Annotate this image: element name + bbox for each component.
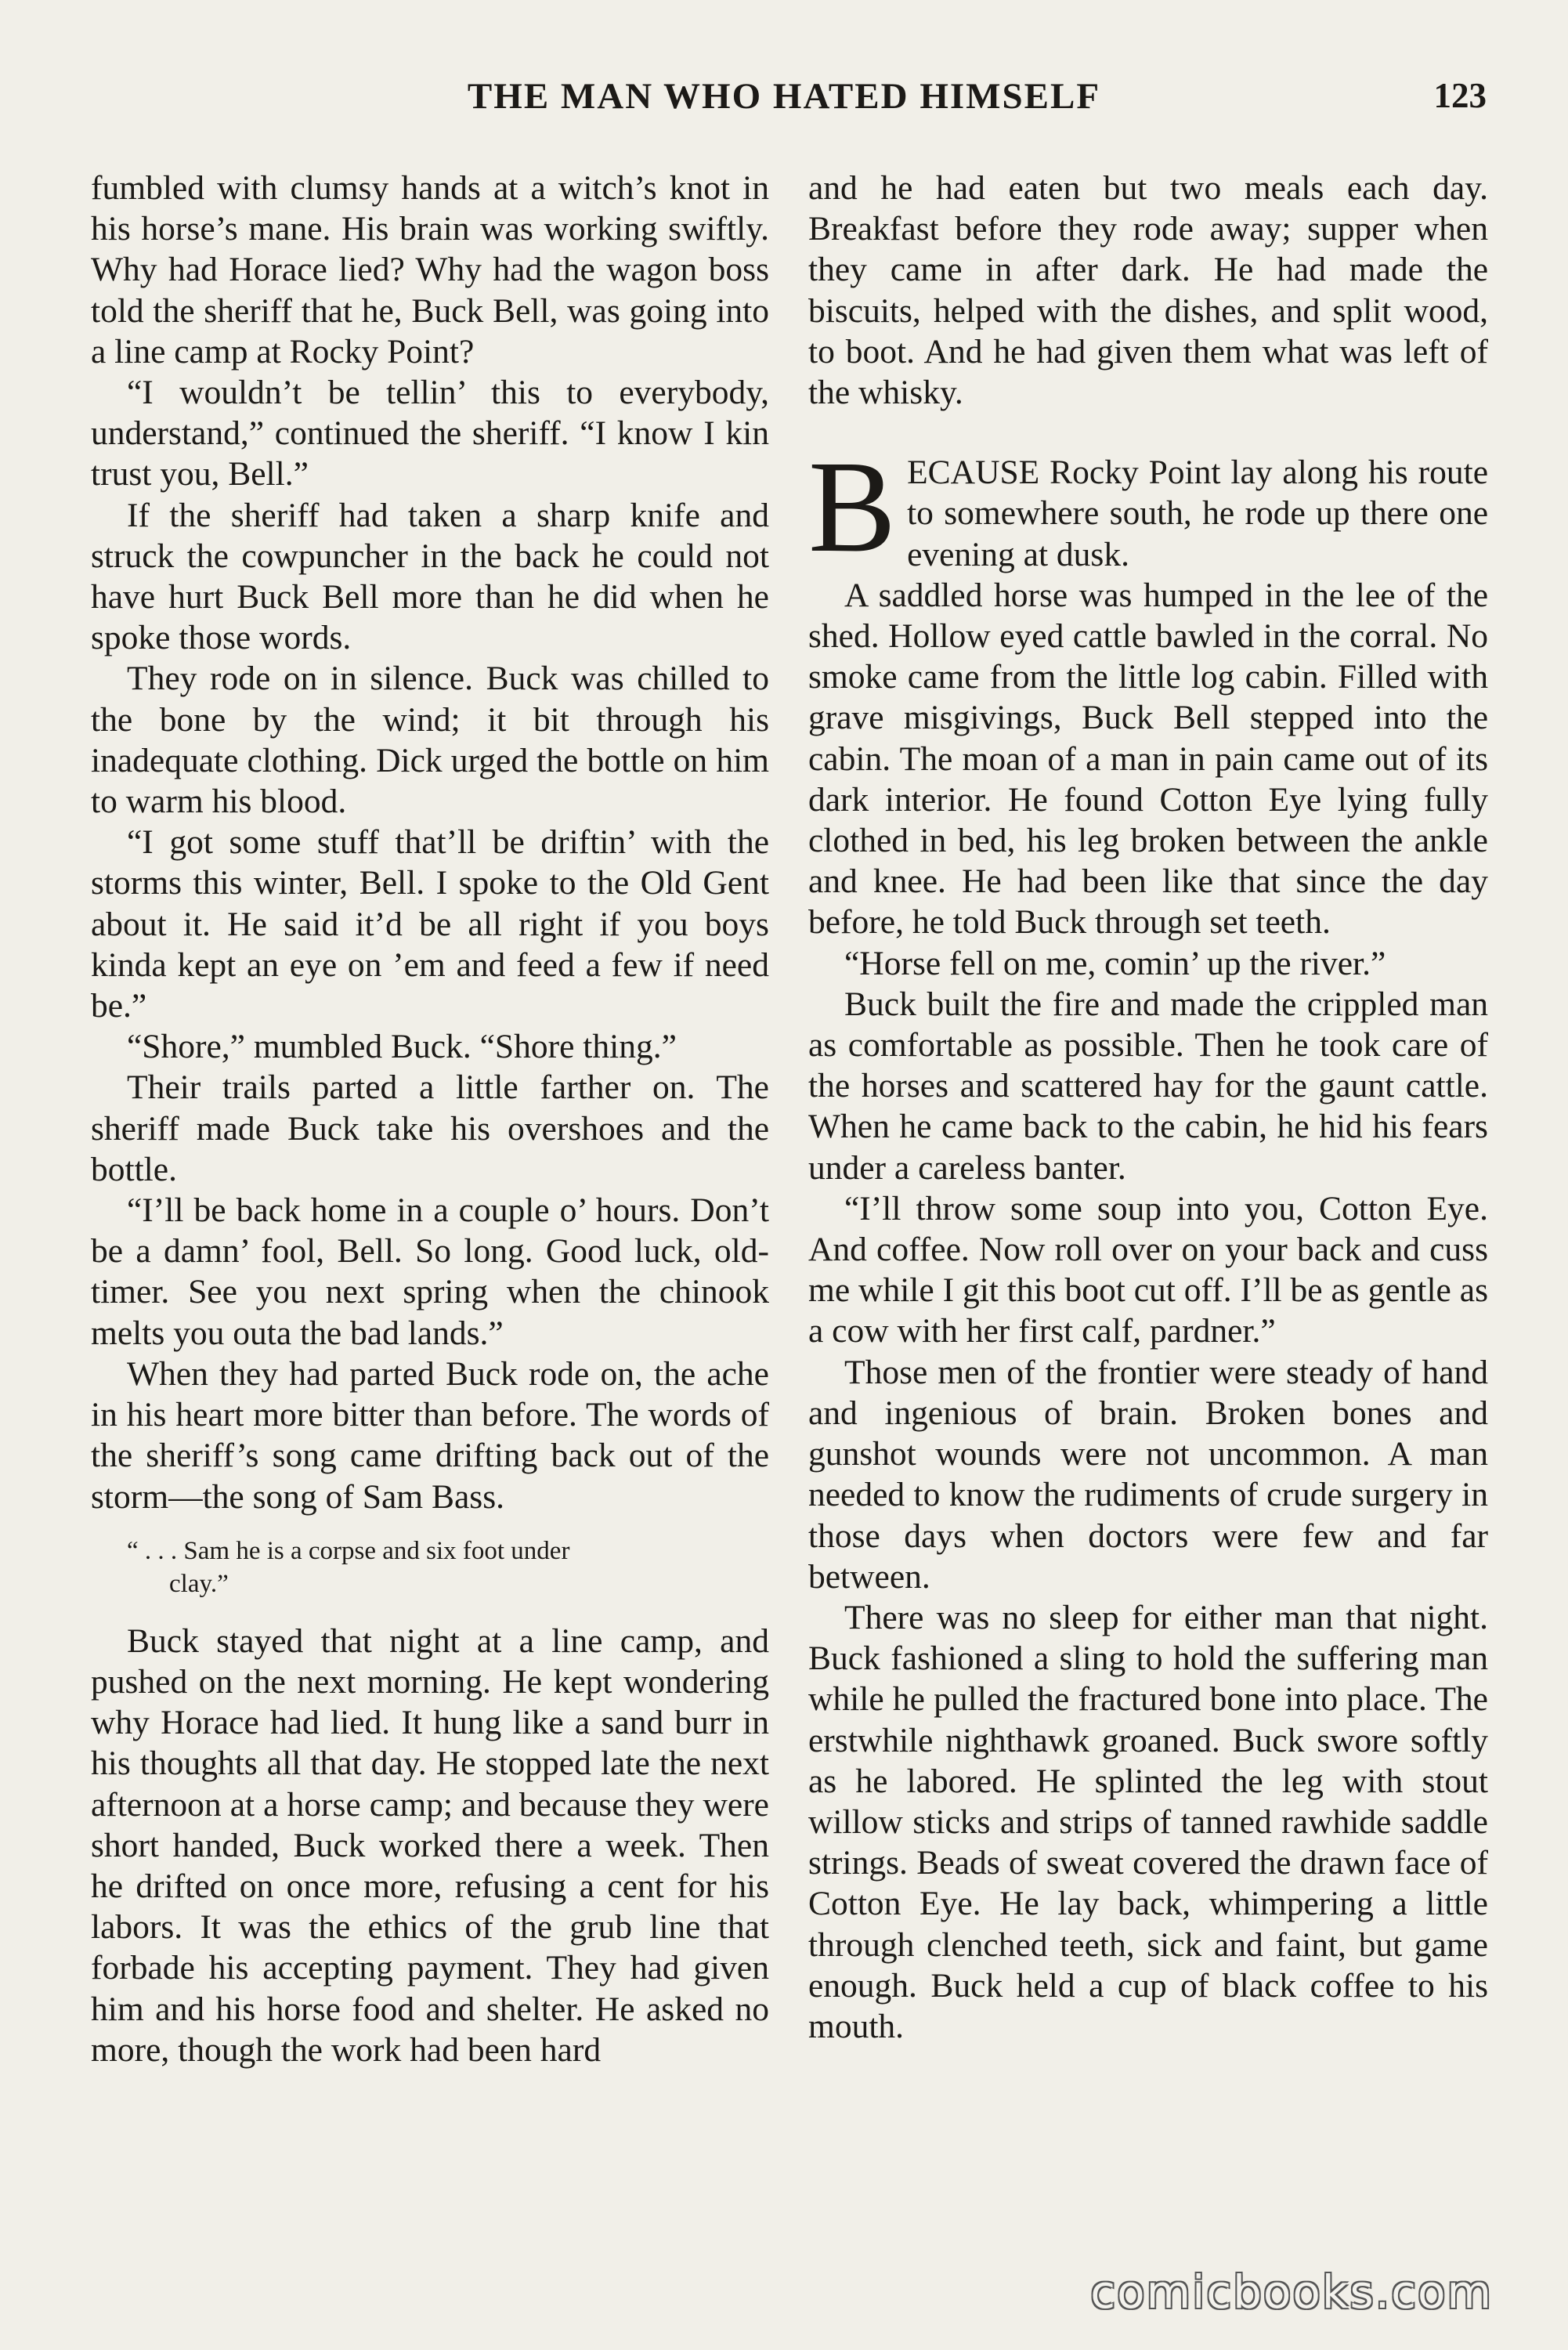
paragraph: Their trails parted a little farther on. The sheriff made Buck take his overshoes and the bottle. — [91, 1068, 769, 1188]
paragraph: A saddled horse was humped in the lee of the shed. Hollow eyed cattle bawled in the corral. No smoke came from the little log cabin. Filled with grave misgivings, Buck Bell stepped into the cabin. The moan of a man in pain came out of its dark interior. He found Cotton Eye lying fully clothed in bed, his leg broken between the ankle and knee. He had been like that since the day before, he told Buck through set teeth. — [808, 576, 1488, 942]
verse-line: “ . . . Sam he is a corpse and six foot under — [127, 1536, 570, 1565]
paragraph: When they had parted Buck rode on, the ache in his heart more bitter than before. The words of the sheriff’s song came drifting back out of the storm—the song of Sam Bass. — [91, 1354, 769, 1516]
page-header — [0, 75, 1568, 130]
song-verse — [91, 1535, 769, 1600]
right-column — [808, 168, 1488, 2047]
paragraph: There was no sleep for either man that night. Buck fashioned a sling to hold the suffering man while he pulled the fractured bone into place. The erstwhile nighthawk groaned. Buck swore softly as he labored. He splinted the leg with stout willow sticks and strips of tanned rawhide saddle strings. Beads of sweat covered the drawn face of Cotton Eye. He lay back, whimpering a little through clenched teeth, sick and faint, but game enough. Buck held a cup of black coffee to his mouth. — [808, 1598, 1488, 2045]
paragraph: Buck stayed that night at a line camp, and pushed on the next morning. He kept wondering why Horace had lied. It hung like a sand burr in his thoughts all that day. He stopped late the next afternoon at a horse camp; and because they were short handed, Buck worked there a week. Then he drifted on once more, refusing a cent for his labors. It was the ethics of the grub line that forbade his accepting payment. They had given him and his horse food and shelter. He asked no more, though the work had been hard — [91, 1622, 769, 2069]
paragraph: and he had eaten but two meals each day. Breakfast before they rode away; supper when they came in after dark. He had made the biscuits, helped with the dishes, and split wood, to boot. And he had given them what was left of the whisky. — [808, 169, 1488, 412]
paragraph: If the sheriff had taken a sharp knife and struck the cowpuncher in the back he could not have hurt Buck Bell more than he did when he spoke those words. — [91, 496, 769, 657]
verse-line: clay.” — [169, 1569, 229, 1598]
paragraph: “I’ll be back home in a couple o’ hours. Don’t be a damn’ fool, Bell. So long. Good luck, old-timer. See you next spring when the chinook melts you outa the bad lands.” — [91, 1191, 769, 1352]
section-opening-paragraph — [808, 434, 1488, 580]
paragraph: “I got some stuff that’ll be driftin’ with the storms this winter, Bell. I spoke to the Old Gent about it. He said it’d be all right if you boys kinda kept an eye on ’em and feed a few if need be.” — [91, 823, 769, 1025]
paragraph: “Horse fell on me, comin’ up the river.” — [844, 944, 1386, 982]
drop-cap: B — [808, 434, 897, 580]
paragraph: “I’ll throw some soup into you, Cotton Eye. And coffee. Now roll over on your back and cuss me while I git this boot cut off. I’ll be as gentle as a cow with her first calf, pardner.” — [808, 1189, 1488, 1350]
left-column — [91, 168, 769, 2070]
paragraph: “I wouldn’t be tellin’ this to everybody, understand,” continued the sheriff. “I know I kin trust you, Bell.” — [91, 374, 769, 494]
watermark: comicbooks.com — [1090, 2265, 1493, 2319]
page-number: 123 — [1433, 76, 1487, 115]
paragraph: They rode on in silence. Buck was chilled to the bone by the wind; it bit through his inadequate clothing. Dick urged the bottle on him to warm his blood. — [91, 660, 769, 821]
paragraph: Buck built the fire and made the crippled man as comfortable as possible. Then he took care of the horses and scattered hay for the gaunt cattle. When he came back to the cabin, he hid his fears under a careless banter. — [808, 985, 1488, 1187]
paragraph: “Shore,” mumbled Buck. “Shore thing.” — [127, 1028, 677, 1066]
running-title: THE MAN WHO HATED HIMSELF — [467, 76, 1101, 117]
paragraph: fumbled with clumsy hands at a witch’s knot in his horse’s mane. His brain was working swiftly. Why had Horace lied? Why had the wagon boss told the sheriff that he, Buck Bell, was going into a line camp at Rocky Point? — [91, 169, 769, 371]
paragraph-text: ECAUSE Rocky Point lay along his route to somewhere south, he rode up there one evening at dusk. — [907, 454, 1488, 573]
paragraph: Those men of the frontier were steady of hand and ingenious of brain. Broken bones and gunshot wounds were not uncommon. A man needed to know the rudiments of crude surgery in those days when doctors were few and far between. — [808, 1353, 1488, 1596]
